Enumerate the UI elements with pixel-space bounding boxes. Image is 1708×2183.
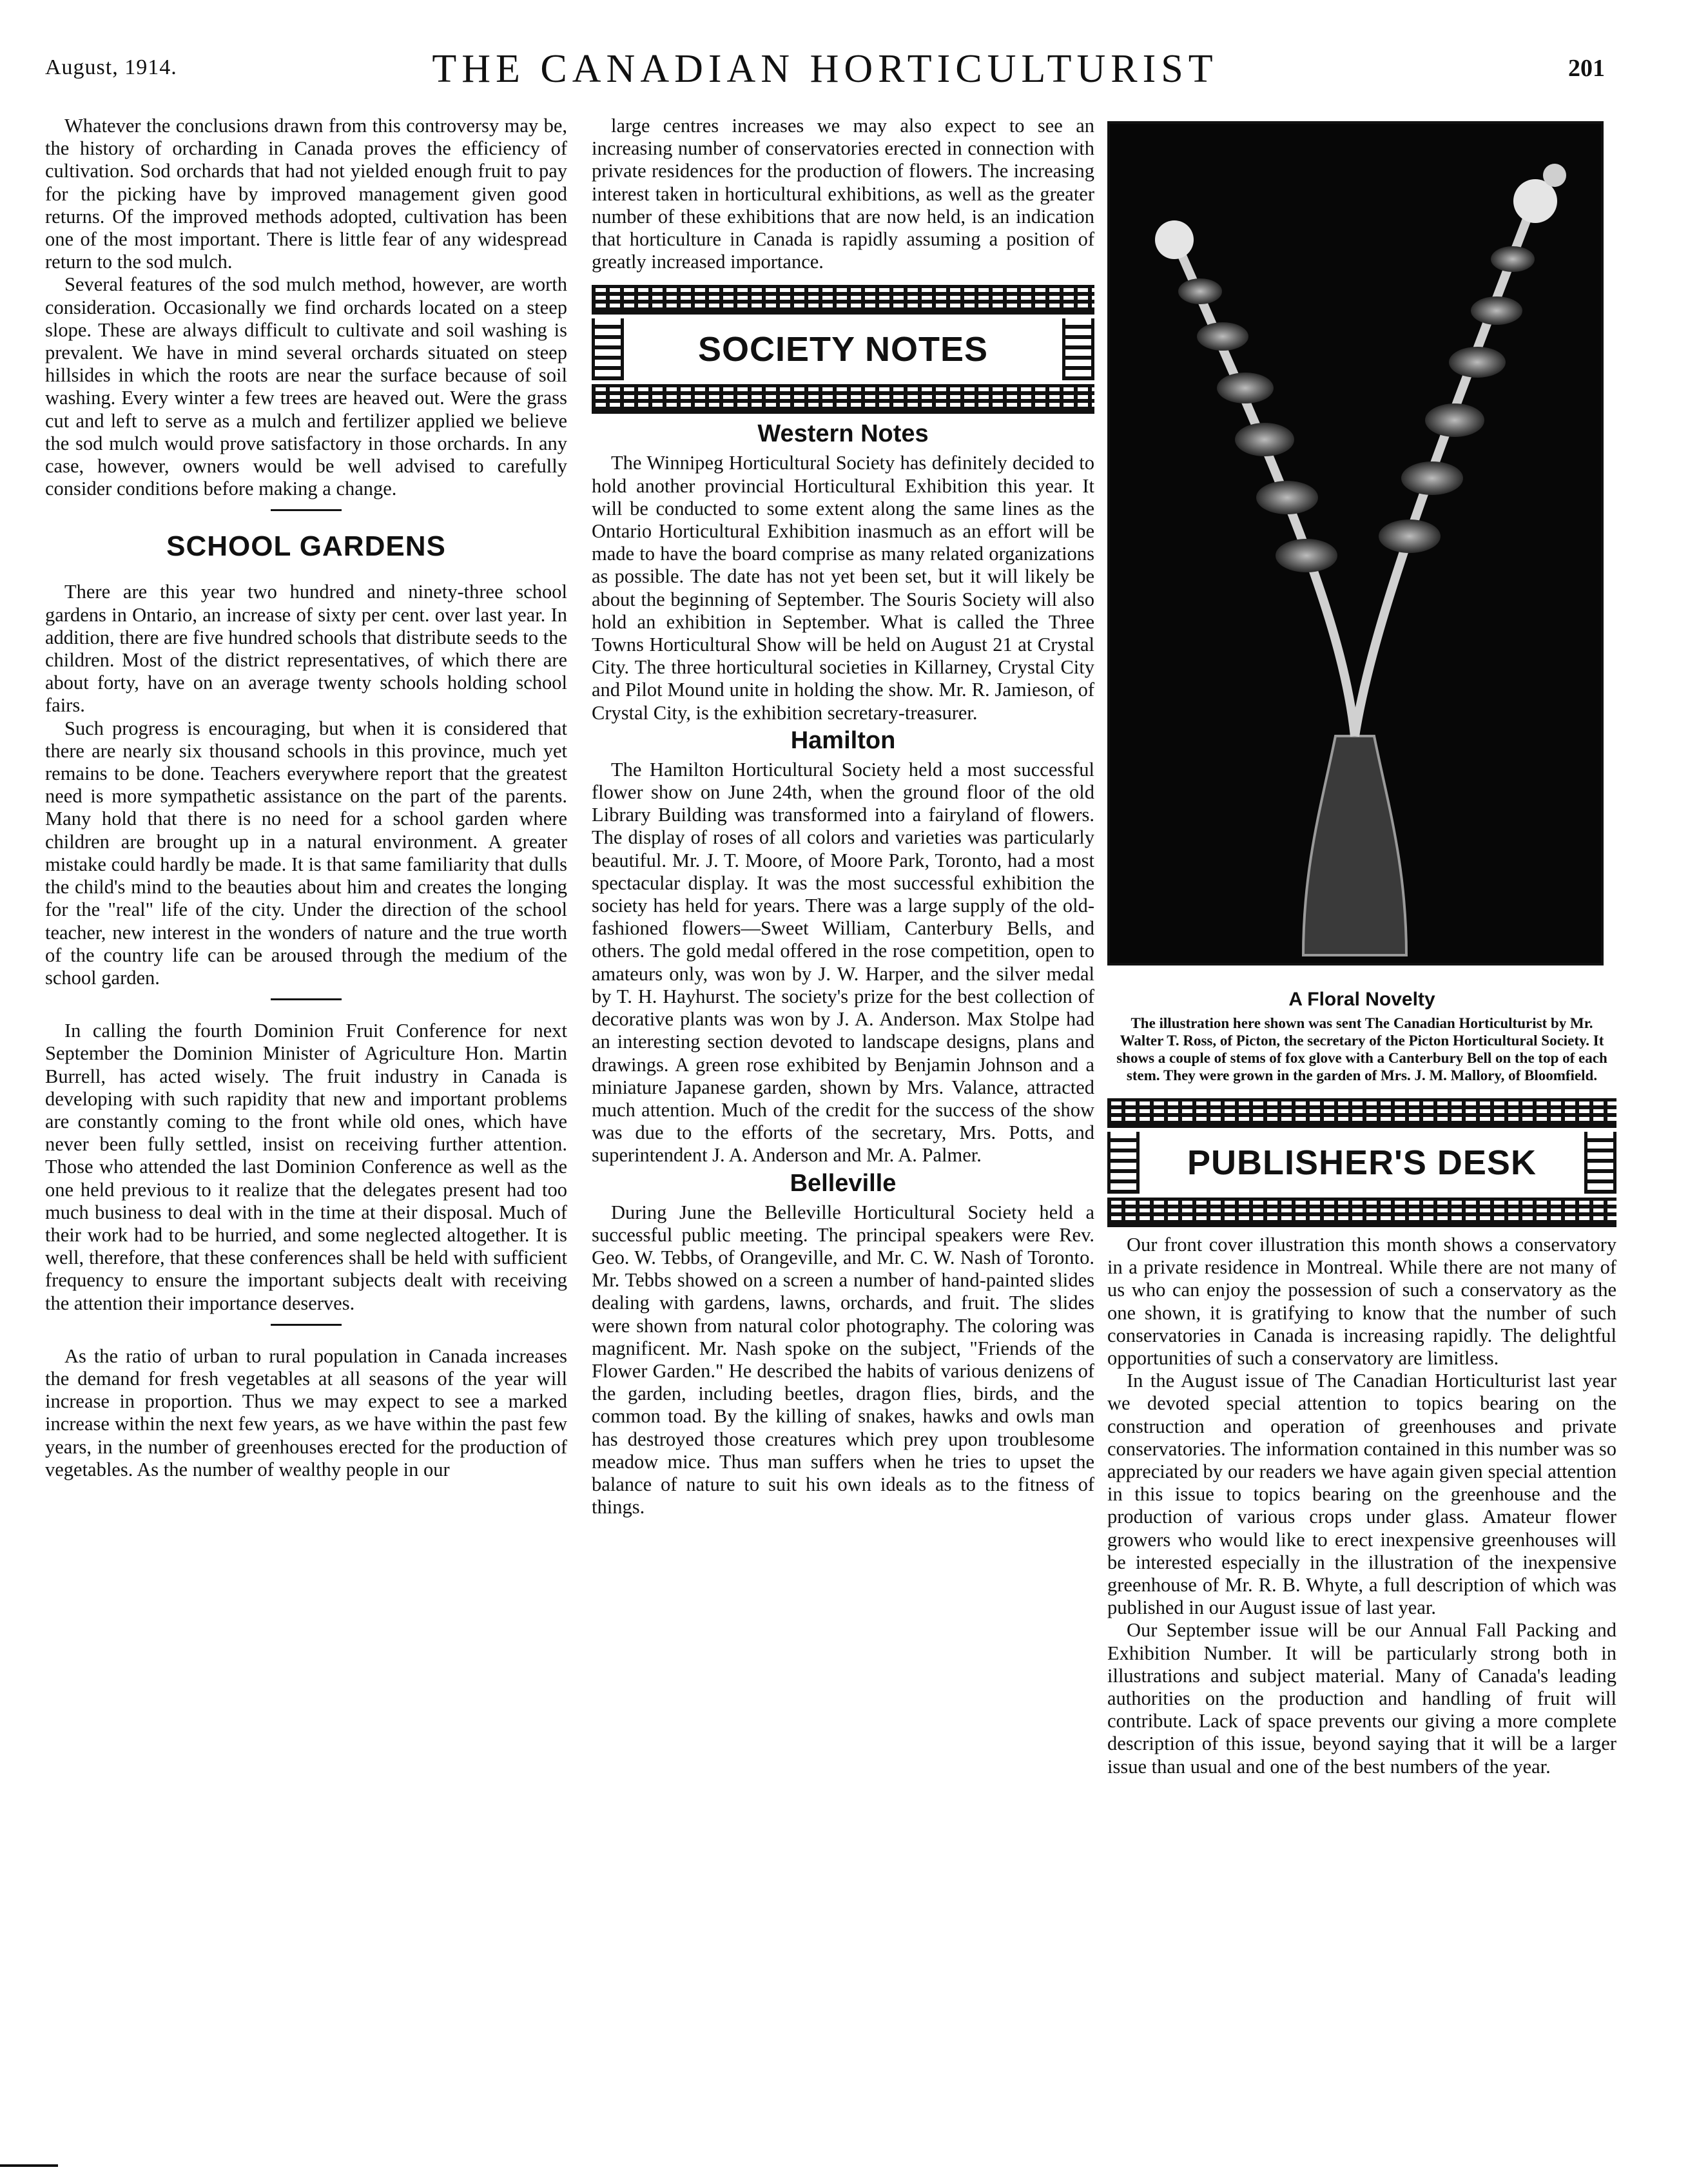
fret-border-icon (1107, 1132, 1140, 1194)
fret-border-icon (1584, 1132, 1616, 1194)
paragraph: Several features of the sod mulch method, however, are worth consideration. Occasionally we find orchards located on a steep slope. These are always difficult to cultivate and soil washing is prevalent. We have in mind several orchards situated on steep hillsides in which the roots are near the surface because of soil washing. Every winter a few trees are heaved out. Were the grass cut and left to serve as a mulch and fertilizer applied we believe the sod mulch would prove satisfactory in those orchards. In any case, however, owners would be well advised to carefully consider conditions before making a change. (45, 273, 567, 500)
paragraph: In calling the fourth Dominion Fruit Conference for next September the Dominion Minister of Agriculture Hon. Martin Burrell, has acted wisely. The fruit industry in Canada is developing with such rapidity that new and important problems are constantly coming to the front while old ones, which have never been fully settled, insist on receiving further attention. Those who attended the last Dominion Conference as well as the one held previous to it realize that the delegates present had too much business to deal with in the time at their disposal. Much of their work had to be hurried, and some neglected altogether. It is well, therefore, that these conferences shall be held with sufficient frequency to ensure the important subjects dealt with receiving the attention their importance deserves. (45, 1020, 567, 1314)
subheading-hamilton: Hamilton (790, 726, 896, 754)
paragraph: In the August issue of The Canadian Horticulturist last year we devoted special attention to topics bearing on the construction and operation of greenhouses and private conservatories. The information contained in this number was so appreciated by our readers we have again given special attention in this issue to topics bearing on the greenhouse and the production of various crops under glass. Amateur flower growers who would like to erect inexpensive greenhouses will be interested especially in the illustration of the inexpensive greenhouse of Mr. R. B. Whyte, a full description of which was published in our August issue of last year. (1107, 1370, 1616, 1619)
paragraph: Our September issue will be our Annual Fall Packing and Exhibition Number. It will be particularly strong both in illustrations and subject material. Many of Canada's leading authorities on the production and handling of fruit will contribute. Lack of space prevents our giving a more complete description of this issue, beyond saying that it will be a larger issue than usual and one of the best numbers of the year. (1107, 1619, 1616, 1778)
photo-caption-title: A Floral Novelty (1288, 989, 1435, 1010)
paragraph: The Hamilton Horticultural Society held a most successful flower show on June 24th, when the ground floor of the old Library Building was transformed into a fairyland of flowers. The display of roses of all colors and varieties was particularly beautiful. Mr. J. T. Moore, of Moore Park, Toronto, had a most spectacular display. It was the most successful exhibition the society has held for years. There was a large supply of the old-fashioned flowers—Sweet William, Canterbury Bells, and others. The gold medal offered in the rose competition, open to amateurs only, was won by J. W. Harper, and the silver medal by T. H. Hayhurst. The society's prize for the best collection of decorative plants was won by J. A. Anderson. Max Stolpe had an interesting section devoted to landscape designs, plans and drawings. A green rose exhibited by Benjamin Johnson and a miniature Japanese garden, shown by Mrs. Valance, attracted much attention. Much of the credit for the success of the show was due to the efforts of the secretary, Mrs. Potts, and superintendent J. A. Anderson and Mr. A. Palmer. (592, 758, 1094, 1167)
paragraph: There are this year two hundred and ninety-three school gardens in Ontario, an increase of sixty per cent. over last year. In addition, there are five hundred schools that distribute seeds to the children. Most of the district representatives, of which there are about forty, have on an average twenty schools holding school fairs. (45, 581, 567, 717)
divider (271, 1324, 342, 1326)
page-header (45, 46, 1605, 98)
fret-border-icon (592, 384, 1094, 414)
paragraph: large centres increases we may also expect to see an increasing number of conservatories erected in connection with private residences for the production of flowers. The increasing interest taken in horticultural exhibitions, as well as the greater number of these exhibitions that are now held, is an indication that horticulture in Canada is rapidly assuming a position of greatly increased importance. (592, 115, 1094, 273)
subheading-belleville: Belleville (790, 1169, 897, 1197)
page-number: 201 (1568, 55, 1605, 82)
fret-border-icon (592, 318, 624, 380)
photo-caption: The illustration here shown was sent The Canadian Horticulturist by Mr. Walter T. Ross, of Picton, the secretary of the Picton Horticultural Society. It shows a couple of stems of fox glove with a Canterbury Bell on the top of each stem. They were grown in the garden of Mrs. J. M. Mallory, of Bloomfield. (1116, 1015, 1607, 1083)
banner-title: PUBLISHER'S DESK (1187, 1143, 1537, 1182)
foxglove-photo-illustration (1110, 124, 1601, 963)
fret-border-icon (1107, 1098, 1616, 1128)
paragraph: Whatever the conclusions drawn from this controversy may be, the history of orcharding in Canada proves the efficiency of cultivation. Sod orchards that had not yielded enough fruit to pay for the picking have by improved management given good returns. Of the improved methods adopted, cultivation has been one of the most important. There is little fear of any widespread return to the sod mulch. (45, 115, 567, 273)
issue-date: August, 1914. (45, 55, 177, 79)
paragraph: Our front cover illustration this month shows a conservatory in a private residence in Montreal. While there are not many of us who can enjoy the possession of such a conservatory as the one shown, it is gratifying to know that the number of such conservatories in Canada is increasing rapidly. The delightful opportunities of such a conservatory are limitless. (1107, 1234, 1616, 1370)
page-edge-mark (0, 2164, 58, 2167)
paragraph: Such progress is encouraging, but when it is considered that there are nearly six thousand schools in this province, much yet remains to be done. Teachers everywhere report that the greatest need is more sympathetic assistance on the part of the parents. Many hold that there is no need for a school garden where children are brought up in a natural environment. A greater mistake could hardly be made. It is that same familiarity that dulls the child's mind to the beauties about him and creates the longing for the "real" life of the city. Under the direction of the school teacher, new interest in the wonders of nature and the true worth of the country life can be aroused through the medium of the school garden. (45, 717, 567, 989)
subheading-western-notes: Western Notes (757, 420, 929, 448)
fret-border-icon (592, 285, 1094, 315)
publishers-desk-banner (1107, 1098, 1616, 1227)
paragraph: The Winnipeg Horticultural Society has definitely decided to hold another provincial Horticultural Exhibition this year. It will be conducted to some extent along the same lines as the Ontario Horticultural Exhibition inasmuch as an effort will be made to have the board comprise as many related organizations as possible. The date has not yet been set, but it will likely be about the beginning of September. The Souris Society will also hold an exhibition in September. What is called the Three Towns Horticultural Show will be held on August 21 at Crystal City. The three horticultural societies in Killarney, Crystal City and Pilot Mound unite in holding the show. Mr. R. Jamieson, of Crystal City, is the exhibition secretary-treasurer. (592, 452, 1094, 724)
fret-border-icon (1062, 318, 1094, 380)
floral-novelty-photo (1107, 121, 1604, 965)
banner-title: SOCIETY NOTES (697, 330, 989, 369)
column-right (1107, 115, 1616, 1778)
paragraph: As the ratio of urban to rural population in Canada increases the demand for fresh vegetables at all seasons of the year will increase in proportion. Thus we may expect to see a marked increase within the next few years, as we have within the past few years, in the number of greenhouses erected for the production of vegetables. As the number of wealthy people in our (45, 1344, 567, 1480)
section-title-school-gardens: SCHOOL GARDENS (166, 530, 446, 563)
divider (271, 998, 342, 1000)
fret-border-icon (1107, 1198, 1616, 1227)
paragraph: During June the Belleville Horticultural Society held a successful public meeting. The principal speakers were Rev. Geo. W. Tebbs, of Orangeville, and Mr. C. W. Nash of Toronto. Mr. Tebbs showed on a screen a number of hand-painted slides dealing with gardens, lawns, orchards, and fruit. The slides were shown from natural color photography. The coloring was magnificent. Mr. Nash spoke on the subject, "Friends of the Flower Garden." He described the habits of various denizens of the garden, including beetles, dragon flies, birds, and the common toad. By the killing of snakes, hawks and owls man has destroyed those creatures which prey upon troublesome meadow mice. Thus man suffers when he tries to upset the balance of nature to suit his own ideals as to the fitness of things. (592, 1201, 1094, 1518)
column-left (45, 115, 567, 1481)
divider (271, 509, 342, 511)
column-middle (592, 115, 1094, 1518)
publication-title: THE CANADIAN HORTICULTURIST (432, 47, 1218, 91)
society-notes-banner (592, 285, 1094, 414)
